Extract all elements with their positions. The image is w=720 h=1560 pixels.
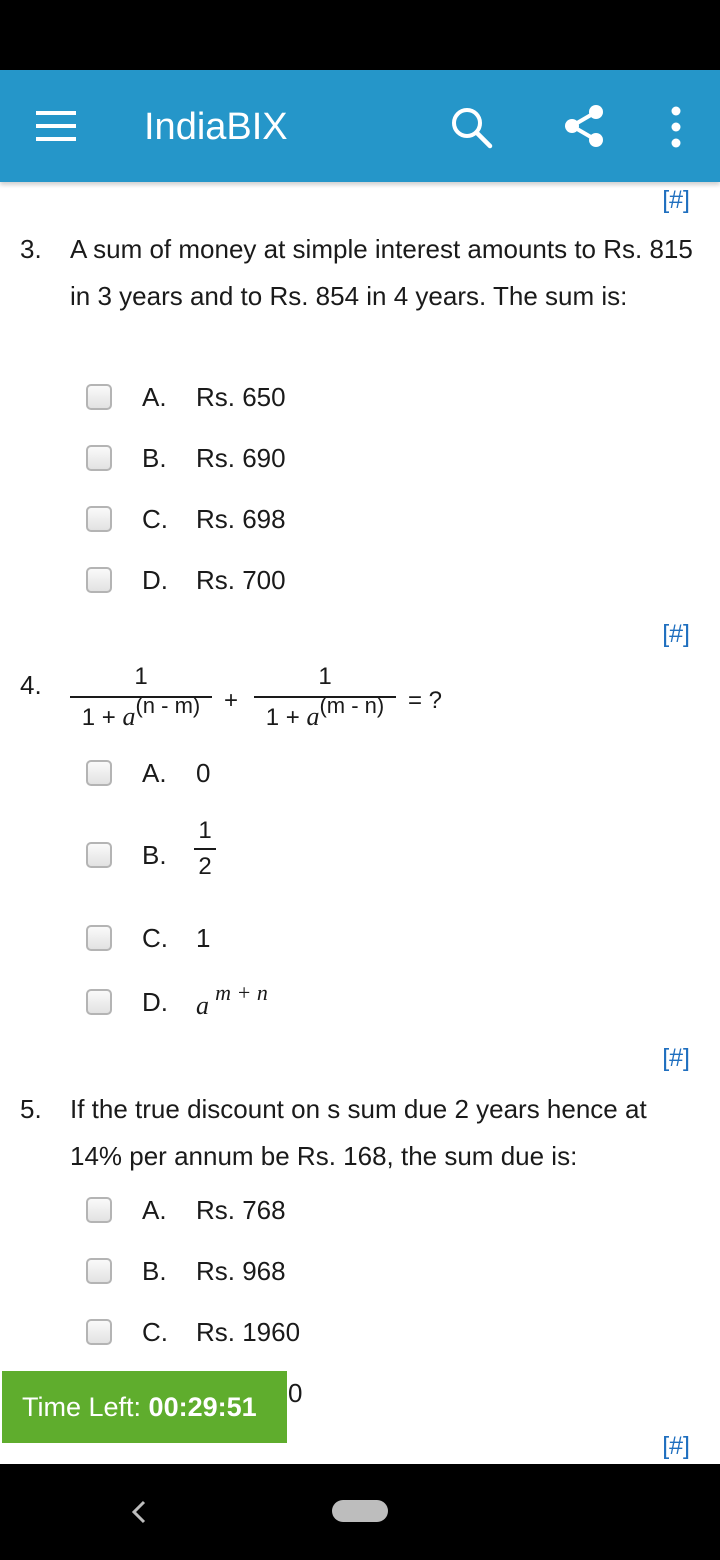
option-c[interactable]: [84, 919, 644, 959]
option-b[interactable]: [84, 817, 644, 880]
home-pill[interactable]: [332, 1500, 388, 1522]
checkbox[interactable]: [86, 506, 112, 532]
option-a[interactable]: [84, 754, 644, 794]
app-bar: [0, 70, 720, 182]
option-letter: C.: [142, 923, 168, 953]
option-a[interactable]: [84, 378, 644, 418]
option-letter: A.: [142, 758, 167, 788]
checkbox[interactable]: [86, 989, 112, 1015]
option-b[interactable]: [84, 439, 644, 479]
option-text: 0: [196, 758, 211, 788]
option-text: Rs. 690: [196, 443, 286, 473]
checkbox[interactable]: [86, 1197, 112, 1223]
checkbox[interactable]: [86, 384, 112, 410]
option-fraction: 1 2: [194, 816, 216, 882]
option-text: 0: [288, 1378, 303, 1408]
fraction-term-1: [70, 662, 212, 733]
more-vert-icon[interactable]: [658, 104, 694, 150]
question-link[interactable]: [#]: [662, 620, 690, 648]
option-text: a m + n: [196, 980, 268, 1020]
equals-question: = ?: [408, 687, 443, 714]
checkbox[interactable]: [86, 925, 112, 951]
question-number: 5.: [20, 1094, 42, 1124]
option-letter: B.: [142, 1256, 167, 1286]
option-letter: C.: [142, 504, 168, 534]
option-d[interactable]: [84, 561, 644, 601]
question-text: A sum of money at simple interest amounts to Rs. 815 in 3 years and to Rs. 854 in 4 years. The sum is:: [70, 234, 693, 311]
option-letter: A.: [142, 382, 167, 412]
option-letter: D.: [142, 565, 168, 595]
fraction-denominator: 1 + a(m - n): [265, 693, 385, 731]
option-a[interactable]: [84, 1191, 644, 1231]
option-text: Rs. 768: [196, 1195, 286, 1225]
option-letter: C.: [142, 1317, 168, 1347]
checkbox[interactable]: [86, 1258, 112, 1284]
option-text: Rs. 1960: [196, 1317, 301, 1347]
menu-icon[interactable]: [36, 111, 76, 141]
app-title: IndiaBIX: [144, 106, 288, 148]
question-number: 3.: [20, 234, 42, 264]
search-icon[interactable]: [448, 104, 494, 150]
question-list: [0, 182, 720, 1464]
option-text: Rs. 968: [196, 1256, 286, 1286]
fraction-term-2: [254, 662, 396, 733]
checkbox[interactable]: [86, 445, 112, 471]
checkbox[interactable]: [86, 1319, 112, 1345]
option-d[interactable]: [84, 980, 644, 1023]
question-link[interactable]: [#]: [662, 1432, 690, 1460]
fraction-denominator: 1 + a(n - m): [81, 693, 201, 731]
option-letter: B.: [142, 443, 167, 473]
share-icon[interactable]: [560, 102, 608, 150]
checkbox[interactable]: [86, 567, 112, 593]
fraction-numerator: 1: [134, 663, 148, 690]
plus-sign: +: [224, 687, 239, 714]
option-c[interactable]: [84, 500, 644, 540]
option-letter: B.: [142, 840, 167, 870]
option-text: 1: [196, 923, 211, 953]
option-letter: A.: [142, 1195, 167, 1225]
timer-label: Time Left:: [22, 1392, 149, 1422]
option-text: Rs. 698: [196, 504, 286, 534]
question-link[interactable]: [#]: [662, 1044, 690, 1072]
option-c[interactable]: [84, 1313, 644, 1353]
time-left-badge: [2, 1371, 287, 1443]
question-number: 4.: [20, 670, 42, 700]
status-bar: [0, 0, 720, 70]
question-text: If the true discount on s sum due 2 years hence at 14% per annum be Rs. 168, the sum due is:: [70, 1094, 647, 1171]
option-text: Rs. 700: [196, 565, 286, 595]
option-b[interactable]: [84, 1252, 644, 1292]
back-icon[interactable]: [126, 1494, 150, 1530]
checkbox[interactable]: [86, 760, 112, 786]
question-link[interactable]: [#]: [662, 186, 690, 214]
fraction-numerator: 1: [318, 663, 332, 690]
timer-value: 00:29:51: [148, 1392, 257, 1422]
option-text: Rs. 650: [196, 382, 286, 412]
option-letter: D.: [142, 987, 168, 1017]
checkbox[interactable]: [86, 842, 112, 868]
